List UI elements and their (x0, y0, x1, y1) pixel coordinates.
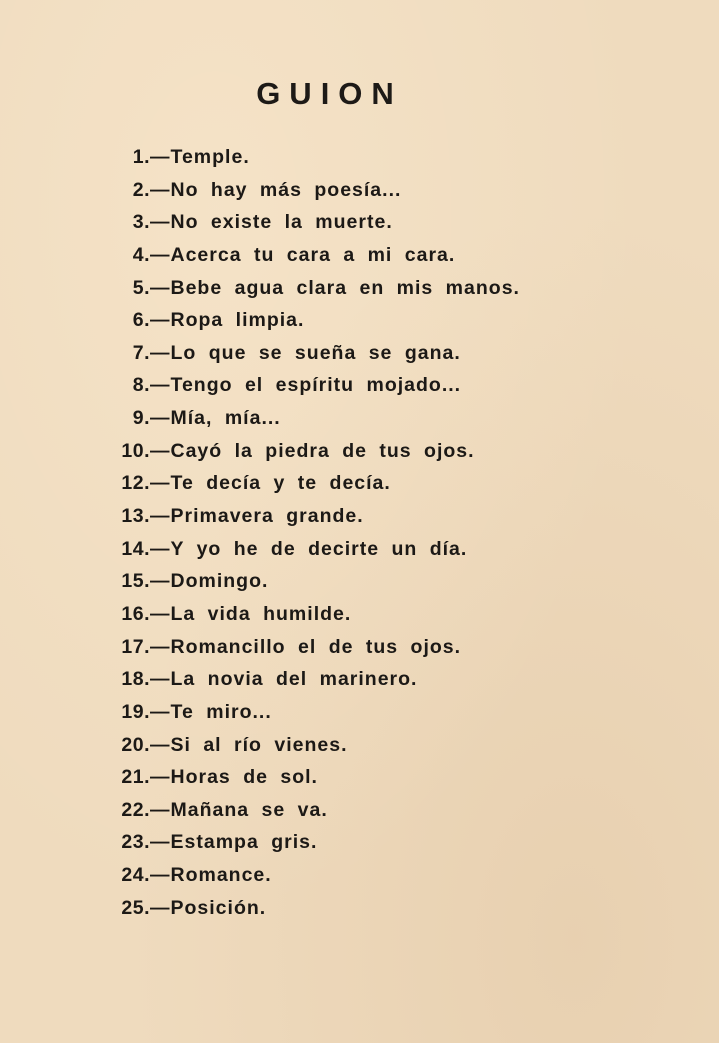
toc-entry-title: —Si al río vienes. (150, 733, 348, 756)
table-of-contents (0, 141, 719, 924)
toc-entry (0, 435, 719, 468)
toc-entry-title: —Mía, mía... (150, 407, 281, 430)
toc-entry (0, 663, 719, 696)
toc-entry-number: 9. (132, 407, 150, 430)
toc-entry (0, 402, 719, 435)
toc-entry-number: 4. (132, 243, 150, 266)
toc-entry-number: 2. (132, 178, 150, 201)
toc-entry (0, 206, 719, 239)
toc-entry-title: —Romance. (150, 864, 272, 887)
toc-entry-number: 7. (132, 341, 150, 364)
toc-entry-title: —No hay más poesía... (150, 178, 402, 201)
toc-entry-number: 22. (121, 798, 150, 821)
toc-entry-number: 18. (121, 668, 150, 691)
toc-entry-title: —Mañana se va. (150, 798, 328, 821)
toc-entry (0, 272, 719, 305)
toc-entry-title: —Lo que se sueña se gana. (150, 341, 461, 364)
toc-entry-title: —Acerca tu cara a mi cara. (150, 243, 456, 266)
toc-entry-number: 13. (121, 505, 150, 528)
toc-entry (0, 631, 719, 664)
toc-entry-title: —Tengo el espíritu mojado... (150, 374, 462, 397)
toc-entry-title: —Y yo he de decirte un día. (150, 537, 468, 560)
toc-entry (0, 761, 719, 794)
toc-entry-title: —Domingo. (150, 570, 269, 593)
toc-entry (0, 794, 719, 827)
toc-entry-title: —La novia del marinero. (150, 668, 418, 691)
toc-entry-number: 6. (132, 309, 150, 332)
toc-entry-title: —Horas de sol. (150, 766, 318, 789)
toc-entry-title: —Estampa gris. (150, 831, 318, 854)
toc-entry (0, 467, 719, 500)
toc-entry (0, 859, 719, 892)
toc-entry-number: 20. (121, 733, 150, 756)
toc-entry (0, 174, 719, 207)
toc-entry (0, 533, 719, 566)
toc-entry (0, 369, 719, 402)
toc-entry (0, 729, 719, 762)
toc-entry (0, 141, 719, 174)
toc-entry-number: 15. (121, 570, 150, 593)
toc-entry-number: 17. (121, 635, 150, 658)
toc-entry-title: —Temple. (150, 146, 250, 168)
toc-entry-number: 16. (121, 602, 150, 625)
toc-entry (0, 565, 719, 598)
toc-entry (0, 337, 719, 370)
toc-entry-number: 24. (121, 864, 150, 887)
toc-entry (0, 598, 719, 631)
toc-entry-title: —Te decía y te decía. (150, 472, 391, 495)
toc-entry-title: —Ropa limpia. (150, 309, 305, 332)
toc-entry (0, 500, 719, 533)
toc-entry (0, 892, 719, 925)
toc-entry-title: —Te miro... (150, 700, 272, 723)
toc-entry (0, 304, 719, 337)
toc-entry-number: 19. (121, 700, 150, 723)
toc-entry-title: —Romancillo el de tus ojos. (150, 635, 462, 658)
toc-entry (0, 239, 719, 272)
toc-entry-title: —Bebe agua clara en mis manos. (150, 276, 520, 299)
toc-entry-title: —Posición. (150, 896, 267, 919)
toc-entry-number: 5. (132, 276, 150, 299)
toc-entry (0, 826, 719, 859)
toc-entry-title: —Cayó la piedra de tus ojos. (150, 439, 475, 462)
toc-entry-title: —No existe la muerte. (150, 211, 393, 234)
toc-entry-title: —La vida humilde. (150, 602, 352, 625)
toc-entry-number: 21. (121, 766, 150, 789)
toc-entry (0, 696, 719, 729)
toc-entry-number: 23. (121, 831, 150, 854)
toc-entry-number: 8. (132, 374, 150, 397)
page-title: GUION (256, 76, 403, 111)
toc-entry-number: 12. (121, 472, 150, 495)
toc-entry-number: 3. (132, 211, 150, 234)
toc-entry-number: 25. (121, 896, 150, 919)
toc-entry-number: 14. (121, 537, 150, 560)
toc-entry-number: 10. (121, 439, 150, 462)
toc-entry-number: 1. (132, 146, 150, 168)
toc-entry-title: —Primavera grande. (150, 505, 364, 528)
